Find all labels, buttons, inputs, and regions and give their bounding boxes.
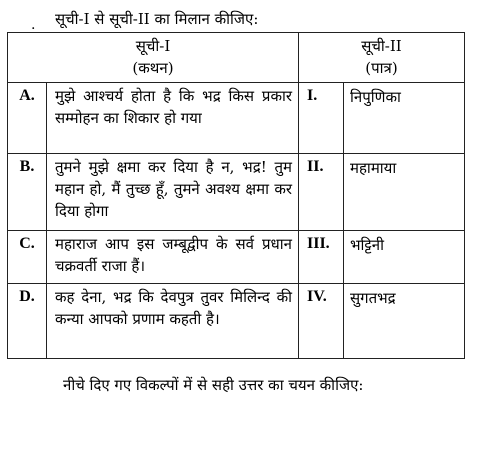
row-statement: मुझे आश्चर्य होता है कि भद्र किस प्रकार सम्मोहन का शिकार हो गया	[47, 83, 299, 154]
row-character: निपुणिका	[344, 83, 465, 154]
question-heading: सूची-I से सूची-II का मिलान कीजिए:	[55, 10, 259, 28]
row-statement: तुमने मुझे क्षमा कर दिया है न, भद्र! तुम महान हो, मैं तुच्छ हूँ, तुमने अवश्य क्षमा कर दिया होगा	[47, 154, 299, 231]
row-roman: I.	[299, 83, 344, 154]
table-row	[8, 83, 465, 154]
row-character: भट्टिनी	[344, 231, 465, 284]
row-character: महामाया	[344, 154, 465, 231]
table-row	[8, 231, 465, 284]
list-1-subtitle: (कथन)	[132, 59, 174, 77]
row-statement: महाराज आप इस जम्बूद्वीप के सर्व प्रधान चक्रवर्ती राजा हैं।	[47, 231, 299, 284]
row-statement: कह देना, भद्र कि देवपुत्र तुवर मिलिन्द की कन्या आपको प्रणाम कहती है।	[47, 284, 299, 359]
table-row	[8, 284, 465, 359]
table-row	[8, 154, 465, 231]
row-code: D.	[8, 284, 47, 359]
row-character: सुगतभद्र	[344, 284, 465, 359]
row-roman: II.	[299, 154, 344, 231]
match-table	[7, 32, 465, 359]
row-code: B.	[8, 154, 47, 231]
list-1-title: सूची-I	[135, 37, 171, 55]
list-1-header	[8, 33, 299, 83]
instruction-text: नीचे दिए गए विकल्पों में से सही उत्तर का चयन कीजिए:	[63, 376, 364, 394]
list-2-title: सूची-II	[361, 37, 402, 55]
table-header-row	[8, 33, 465, 83]
row-roman: III.	[299, 231, 344, 284]
list-2-subtitle: (पात्र)	[365, 59, 398, 77]
list-2-header	[299, 33, 465, 83]
row-code: A.	[8, 83, 47, 154]
row-code: C.	[8, 231, 47, 284]
row-roman: IV.	[299, 284, 344, 359]
question-bullet: .	[31, 17, 36, 33]
